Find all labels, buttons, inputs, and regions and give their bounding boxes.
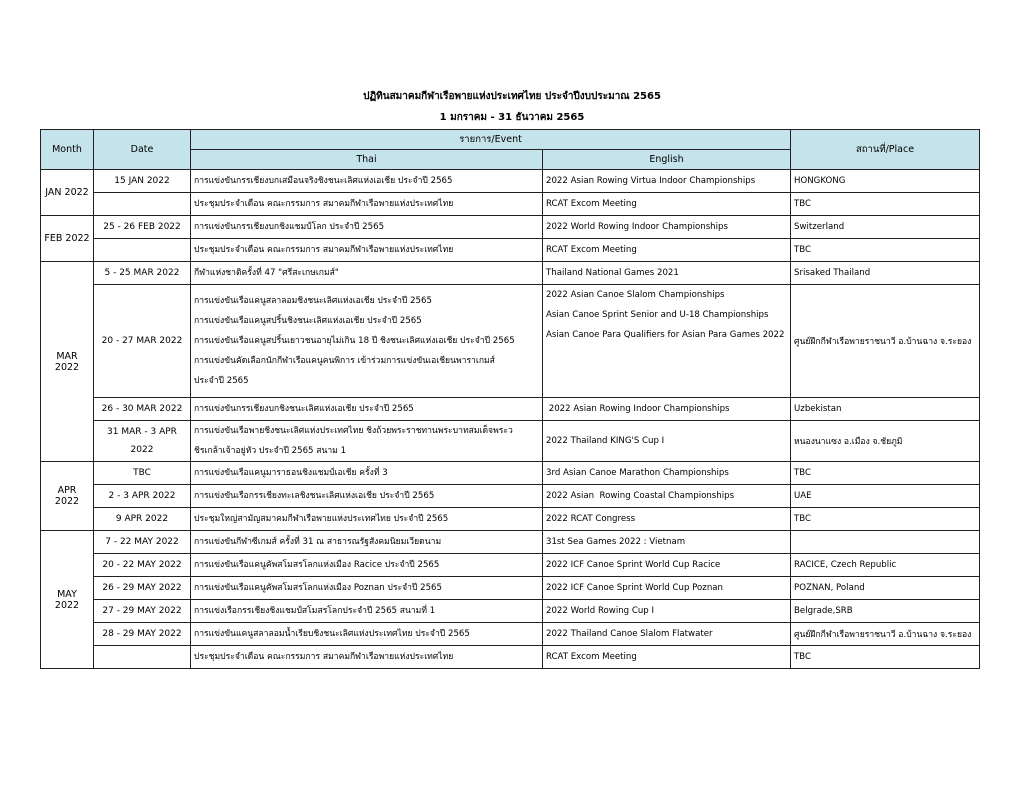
date-cell: 2 - 3 APR 2022 xyxy=(94,485,191,508)
english-event-cell xyxy=(543,485,791,508)
english-event-cell xyxy=(543,600,791,623)
thai-event-line: การแข่งขันเรือแคนูสปริ้นชิงชนะเลิศแห่งเอเชีย ประจำปี 2565 xyxy=(194,316,422,326)
thai-event-cell xyxy=(191,170,543,193)
date-cell: 26 - 29 MAY 2022 xyxy=(94,577,191,600)
english-event-cell xyxy=(543,216,791,239)
english-event-line: 3rd Asian Canoe Marathon Championships xyxy=(546,468,729,478)
month-cell: APR 2022 xyxy=(41,462,94,531)
thai-event-line: การแข่งขันกีฬาซีเกมส์ ครั้งที่ 31 ณ สาธารณรัฐสังคมนิยมเวียดนาม xyxy=(194,537,442,547)
thai-event-cell xyxy=(191,216,543,239)
thai-event-cell xyxy=(191,577,543,600)
date-cell: 7 - 22 MAY 2022 xyxy=(94,531,191,554)
table-row xyxy=(41,646,980,669)
thai-event-line: การแข่งขันเรือแคนูมาราธอนชิงแชมป์เอเชีย ครั้งที่ 3 xyxy=(194,468,388,478)
header-place: สถานที่/Place xyxy=(791,130,980,170)
page-title: ปฏิทินสมาคมกีฬาเรือพายแห่งประเทศไทย ประจำปีงบประมาณ 2565 xyxy=(363,91,661,102)
place-cell: Belgrade,SRB xyxy=(791,600,980,623)
thai-event-cell xyxy=(191,646,543,669)
english-event-cell xyxy=(543,577,791,600)
place-cell: UAE xyxy=(791,485,980,508)
english-event-cell xyxy=(543,398,791,421)
thai-event-line: การแข่งขันเรือแคนูคัพสโมสรโลกแห่งเมือง Racice ประจำปี 2565 xyxy=(194,560,440,570)
date-cell: 5 - 25 MAR 2022 xyxy=(94,262,191,285)
place-cell: ศูนย์ฝึกกีฬาเรือพายราชนาวี อ.บ้านฉาง จ.ระยอง xyxy=(791,623,980,646)
table-row xyxy=(41,531,980,554)
english-event-line: RCAT Excom Meeting xyxy=(546,245,637,255)
thai-event-cell xyxy=(191,398,543,421)
thai-event-cell xyxy=(191,623,543,646)
thai-event-line: การแข่งขันเรือกรรเชียงทะเลชิงชนะเลิศแห่งเอเชีย ประจำปี 2565 xyxy=(194,491,435,501)
english-event-cell xyxy=(543,239,791,262)
table-row xyxy=(41,600,980,623)
english-event-cell xyxy=(543,554,791,577)
english-event-line: 2022 Thailand Canoe Slalom Flatwater xyxy=(546,629,713,639)
thai-event-line: ประชุมใหญ่สามัญสมาคมกีฬาเรือพายแห่งประเทศไทย ประจำปี 2565 xyxy=(194,514,449,524)
thai-event-cell xyxy=(191,262,543,285)
table-row xyxy=(41,170,980,193)
date-cell: 31 MAR - 3 APR 2022 xyxy=(94,421,191,462)
place-cell: TBC xyxy=(791,193,980,216)
thai-event-line: การแข่งขันเรือแคนูสปริ้นเยาวชนอายุไม่เกิน 18 ปี ชิงชนะเลิศแห่งเอเชีย ประจำปี 2565 xyxy=(194,336,515,346)
thai-event-line: การแข่งขันคัดเลือกนักกีฬาเรือแคนูคนพิการ เข้าร่วมการแข่งขันเอเชียนพาราเกมส์ xyxy=(194,356,495,366)
table-row xyxy=(41,398,980,421)
date-cell xyxy=(94,239,191,262)
english-event-cell xyxy=(543,508,791,531)
table-header xyxy=(41,130,980,170)
month-cell: MAR 2022 xyxy=(41,262,94,462)
table-row xyxy=(41,577,980,600)
place-cell: Uzbekistan xyxy=(791,398,980,421)
month-cell: MAY 2022 xyxy=(41,531,94,669)
english-event-cell xyxy=(543,462,791,485)
thai-event-cell xyxy=(191,508,543,531)
place-cell: TBC xyxy=(791,239,980,262)
english-event-line: Asian Canoe Para Qualifiers for Asian Para Games 2022 xyxy=(546,330,785,340)
date-cell: 28 - 29 MAY 2022 xyxy=(94,623,191,646)
place-cell: Switzerland xyxy=(791,216,980,239)
thai-event-line: การแข่งขันเรือแคนูสลาลอมชิงชนะเลิศแห่งเอเชีย ประจำปี 2565 xyxy=(194,296,432,306)
place-cell: RACICE, Czech Republic xyxy=(791,554,980,577)
english-event-cell xyxy=(543,623,791,646)
thai-event-line: การแข่งขันแคนูสลาลอมน้ำเรียบชิงชนะเลิศแห่งประเทศไทย ประจำปี 2565 xyxy=(194,629,470,639)
table-row xyxy=(41,554,980,577)
english-event-line: 2022 World Rowing Cup I xyxy=(546,606,655,616)
english-event-line: 2022 Asian Rowing Virtua Indoor Championships xyxy=(546,176,756,186)
place-cell: POZNAN, Poland xyxy=(791,577,980,600)
date-cell: 15 JAN 2022 xyxy=(94,170,191,193)
thai-event-cell xyxy=(191,285,543,398)
thai-event-cell xyxy=(191,600,543,623)
table-row xyxy=(41,462,980,485)
thai-event-line: ประชุมประจำเดือน คณะกรรมการ สมาคมกีฬาเรือพายแห่งประเทศไทย xyxy=(194,199,454,209)
thai-event-cell xyxy=(191,421,543,462)
header-english: English xyxy=(543,150,791,170)
date-cell: TBC xyxy=(94,462,191,485)
thai-event-line: การแข่งขันเรือพายชิงชนะเลิศแห่งประเทศไทย ชิงถ้วยพระราชทานพระบาทสมเด็จพระว xyxy=(194,426,513,436)
english-event-line: 2022 RCAT Congress xyxy=(546,514,636,524)
date-cell: 25 - 26 FEB 2022 xyxy=(94,216,191,239)
english-event-cell xyxy=(543,421,791,462)
thai-event-line: การแข่งขันกรรเชียงบกชิงแชมป์โลก ประจำปี 2565 xyxy=(194,222,385,232)
table-row xyxy=(41,216,980,239)
place-cell: ศูนย์ฝึกกีฬาเรือพายราชนาวี อ.บ้านฉาง จ.ระยอง xyxy=(791,285,980,398)
english-event-line: 31st Sea Games 2022 : Vietnam xyxy=(546,537,686,547)
date-cell: 26 - 30 MAR 2022 xyxy=(94,398,191,421)
thai-event-cell xyxy=(191,485,543,508)
calendar-table xyxy=(40,129,980,669)
thai-event-cell xyxy=(191,193,543,216)
english-event-cell xyxy=(543,193,791,216)
thai-event-line: กีฬาแห่งชาติครั้งที่ 47 "ศรีสะเกษเกมส์" xyxy=(194,268,339,278)
place-cell: Srisaked Thailand xyxy=(791,262,980,285)
english-event-line: 2022 Asian Canoe Slalom Championships xyxy=(546,290,725,300)
table-row xyxy=(41,485,980,508)
date-cell: 20 - 22 MAY 2022 xyxy=(94,554,191,577)
place-cell: TBC xyxy=(791,646,980,669)
place-cell xyxy=(791,531,980,554)
table-row xyxy=(41,508,980,531)
table-row xyxy=(41,285,980,398)
english-event-cell xyxy=(543,646,791,669)
thai-event-cell xyxy=(191,239,543,262)
page-subtitle: 1 มกราคม - 31 ธันวาคม 2565 xyxy=(439,112,585,123)
english-event-line: Thailand National Games 2021 xyxy=(546,268,679,278)
english-event-cell xyxy=(543,170,791,193)
thai-event-cell xyxy=(191,531,543,554)
thai-event-line: การแข่งเรือกรรเชียงชิงแชมป์สโมสรโลกประจำปี 2565 สนามที่ 1 xyxy=(194,606,436,616)
english-event-line: Asian Canoe Sprint Senior and U-18 Championships xyxy=(546,310,769,320)
table-row xyxy=(41,239,980,262)
thai-event-line: การแข่งขันกรรเชียงบกชิงชนะเลิศแห่งเอเชีย ประจำปี 2565 xyxy=(194,404,414,414)
place-cell: HONGKONG xyxy=(791,170,980,193)
thai-event-line: ชิรเกล้าเจ้าอยู่หัว ประจำปี 2565 สนาม 1 xyxy=(194,446,347,456)
thai-event-line: การแข่งขันกรรเชียงบกเสมือนจริงชิงชนะเลิศแห่งเอเชีย ประจำปี 2565 xyxy=(194,176,453,186)
english-event-line: RCAT Excom Meeting xyxy=(546,199,637,209)
english-event-cell xyxy=(543,262,791,285)
header-event: รายการ/Event xyxy=(191,130,791,150)
english-event-cell xyxy=(543,531,791,554)
table-body xyxy=(41,170,980,669)
header-date: Date xyxy=(94,130,191,170)
english-event-cell xyxy=(543,285,791,398)
month-cell: JAN 2022 xyxy=(41,170,94,216)
date-cell xyxy=(94,646,191,669)
place-cell: TBC xyxy=(791,508,980,531)
english-event-line: 2022 Thailand KING'S Cup I xyxy=(546,436,665,446)
header-thai: Thai xyxy=(191,150,543,170)
date-cell: 27 - 29 MAY 2022 xyxy=(94,600,191,623)
english-event-line: 2022 World Rowing Indoor Championships xyxy=(546,222,728,232)
english-event-line: 2022 Asian Rowing Indoor Championships xyxy=(546,404,730,414)
place-cell: TBC xyxy=(791,462,980,485)
table-row xyxy=(41,262,980,285)
table-row xyxy=(41,193,980,216)
thai-event-line: ประชุมประจำเดือน คณะกรรมการ สมาคมกีฬาเรือพายแห่งประเทศไทย xyxy=(194,245,454,255)
date-cell: 20 - 27 MAR 2022 xyxy=(94,285,191,398)
header-month: Month xyxy=(41,130,94,170)
table-row xyxy=(41,421,980,462)
english-event-line: 2022 Asian Rowing Coastal Championships xyxy=(546,491,735,501)
thai-event-line: ประชุมประจำเดือน คณะกรรมการ สมาคมกีฬาเรือพายแห่งประเทศไทย xyxy=(194,652,454,662)
date-cell: 9 APR 2022 xyxy=(94,508,191,531)
place-cell: หนองนาแซง อ.เมือง จ.ชัยภูมิ xyxy=(791,421,980,462)
thai-event-cell xyxy=(191,554,543,577)
thai-event-cell xyxy=(191,462,543,485)
english-event-line: RCAT Excom Meeting xyxy=(546,652,637,662)
english-event-line: 2022 ICF Canoe Sprint World Cup Poznan xyxy=(546,583,723,593)
table-row xyxy=(41,623,980,646)
thai-event-line: ประจำปี 2565 xyxy=(194,376,249,386)
month-cell: FEB 2022 xyxy=(41,216,94,262)
english-event-line: 2022 ICF Canoe Sprint World Cup Racice xyxy=(546,560,721,570)
date-cell xyxy=(94,193,191,216)
thai-event-line: การแข่งขันเรือแคนูคัพสโมสรโลกแห่งเมือง Poznan ประจำปี 2565 xyxy=(194,583,442,593)
